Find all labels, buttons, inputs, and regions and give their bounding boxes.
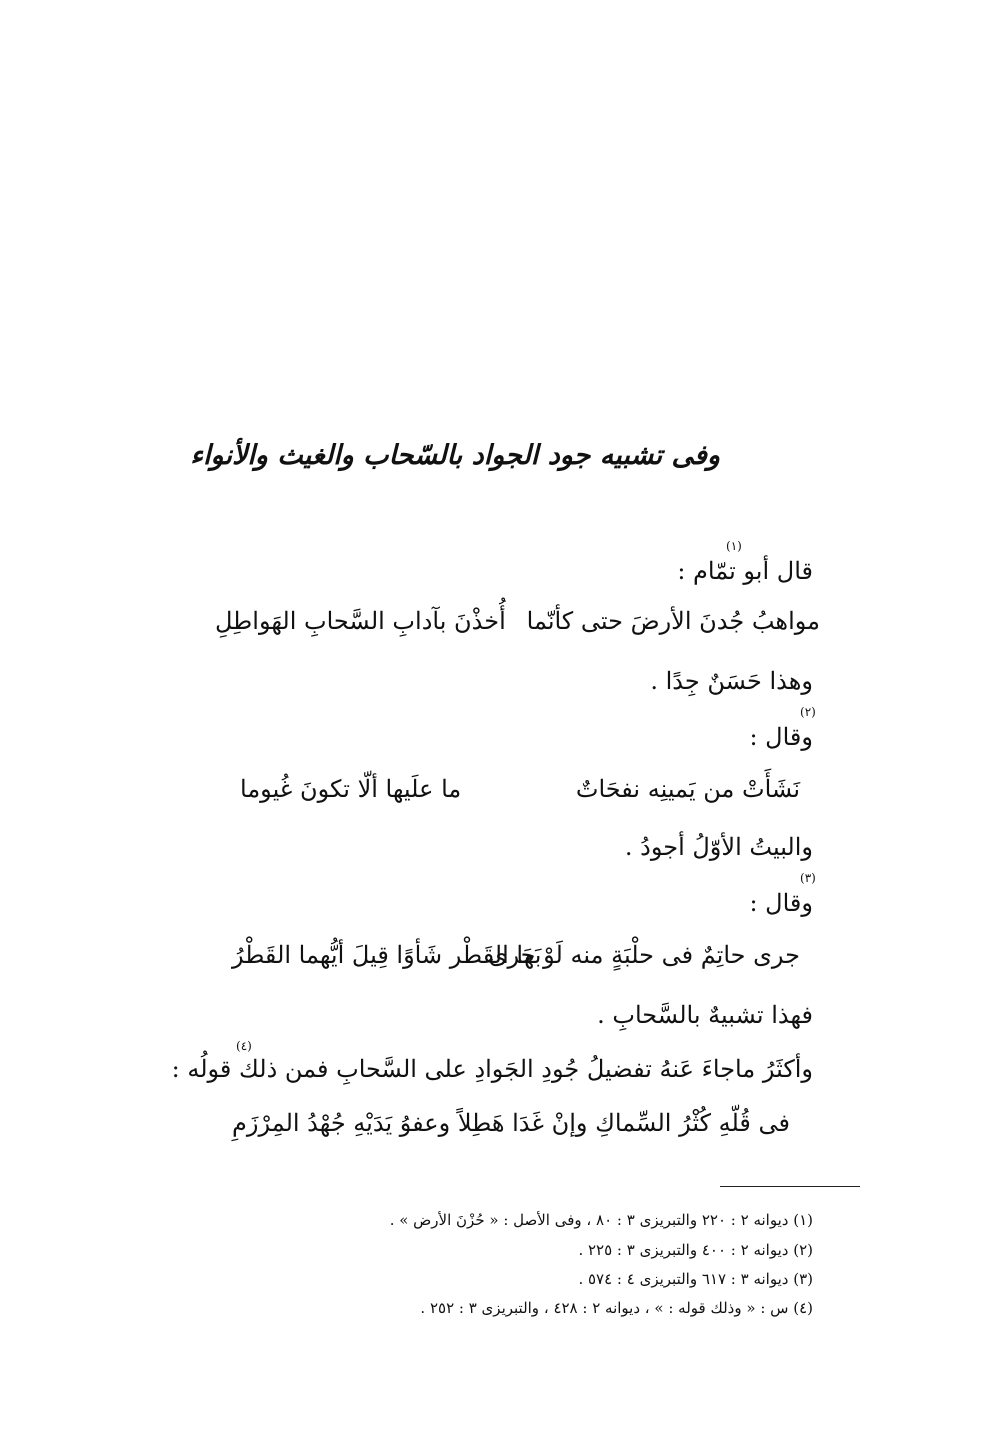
verse-4-first-hemistich: فى قُلّهِ كُثْرُ السِّماكِ وإنْ غَدَا (512, 1109, 790, 1137)
verse-3-second-hemistich: بَها القَطْر شَأوًا قِيلَ أيُّهما القَطْرُ (232, 941, 542, 969)
verse-4-second-hemistich: هَطِلاً وعفوُ يَدَيْهِ جُهْدُ المِرْزَمِ (232, 1109, 505, 1137)
footnote-4: (٤) س : « وذلك قوله : » ، ديوانه ٢ : ٤٢٨ ، والتبريزى ٣ : ٢٥٢ . (420, 1299, 813, 1317)
verse-2-second-hemistich: ما علَيها ألّا تكونَ غُيوما (240, 775, 462, 803)
footnote-2: (٢) ديوانه ٢ : ٤٠٠ والتبريزى ٣ : ٢٢٥ . (578, 1241, 813, 1259)
footnote-marker-2: (٢) (800, 705, 816, 719)
footnote-marker-1: (١) (726, 539, 742, 553)
verse-1-second-hemistich: أُخذْنَ بآدابِ السَّحابِ الهَواطِلِ (215, 607, 506, 635)
footnote-marker-4: (٤) (236, 1039, 252, 1053)
intro-line-4: وأكثَرُ ماجاءَ عَنهُ تفضيلُ جُودِ الجَوادِ على السَّحابِ فمن ذلك قولُه : (171, 1055, 813, 1083)
verse-3 (232, 940, 800, 974)
verse-1 (215, 606, 820, 640)
verse-3-first-hemistich: جرى حاتِمٌ فى حلْبَةٍ منه لَوْ جَرى (488, 941, 800, 969)
footnote-3: (٣) ديوانه ٣ : ٦١٧ والتبريزى ٤ : ٥٧٤ . (578, 1270, 813, 1288)
verse-4 (232, 1108, 790, 1142)
comment-line-3: فهذا تشبيهٌ بالسَّحابِ . (597, 1001, 813, 1029)
verse-1-first-hemistich: مواهبُ جُدنَ الأرضَ حتى كأنّما (526, 607, 820, 635)
footnote-1: (١) ديوانه ٢ : ٢٢٠ والتبريزى ٣ : ٨٠ ، وفى الأصل : « حُزْنَ الأرض » . (389, 1211, 813, 1229)
intro-line-3: وقال : (749, 889, 813, 917)
chapter-heading: وفى تشبيه جود الجواد بالسّحاب والغيث والأنواء (190, 440, 720, 471)
verse-2-first-hemistich: نَشَأَتْ من يَمينِه نفحَاتٌ (575, 775, 800, 803)
comment-line-1: وهذا حَسَنٌ جِدًا . (650, 667, 813, 695)
footnote-marker-3: (٣) (800, 871, 816, 885)
footnote-separator (720, 1186, 860, 1187)
comment-line-2: والبيتُ الأوّلُ أجودُ . (624, 833, 813, 861)
intro-line-1: قال أبو تمّام : (677, 557, 813, 585)
intro-line-2: وقال : (749, 723, 813, 751)
verse-2 (240, 774, 800, 808)
